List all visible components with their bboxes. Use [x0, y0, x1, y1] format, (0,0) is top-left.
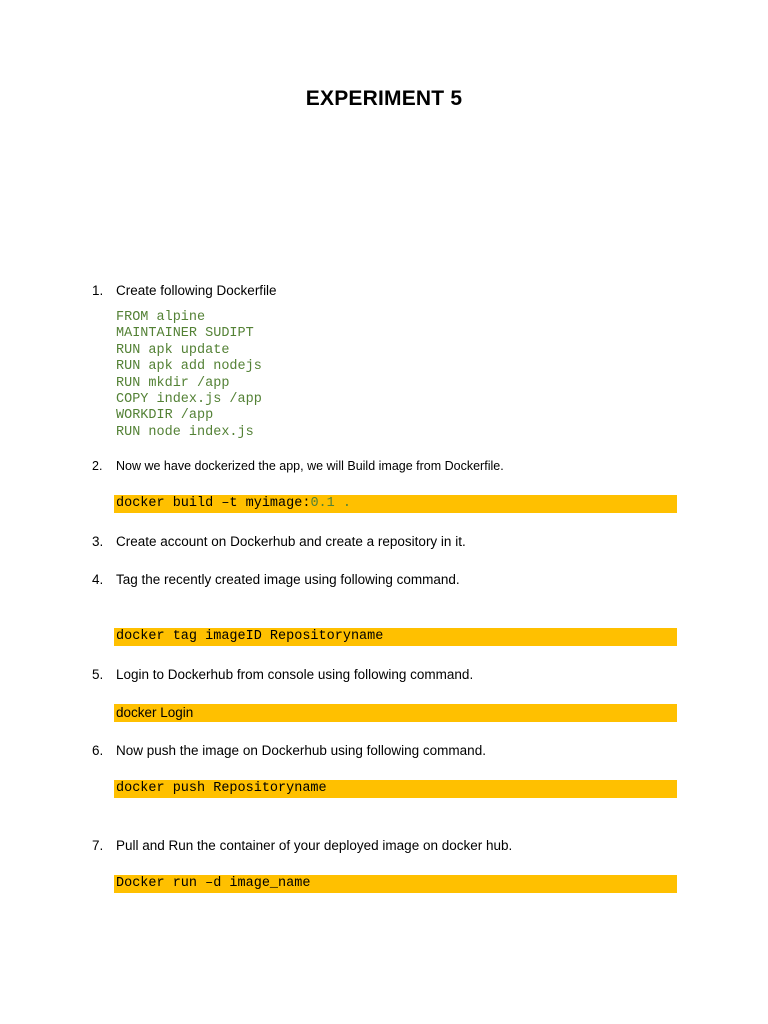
- code-line: FROM alpine: [116, 310, 206, 325]
- code-line: RUN apk add nodejs: [116, 359, 262, 375]
- code-line: RUN node index.js: [116, 424, 254, 440]
- code-line: COPY index.js /app: [116, 392, 262, 408]
- step-3: [92, 533, 466, 551]
- step-number: 3.: [92, 534, 104, 549]
- step-text: Create account on Dockerhub and create a repository in it.: [116, 534, 466, 549]
- step-1: [92, 282, 277, 300]
- step-6: [92, 742, 486, 760]
- step-text: Login to Dockerhub from console using following command.: [116, 667, 474, 682]
- step-number: 5.: [92, 667, 104, 682]
- step-7: [92, 837, 512, 855]
- step-text: Tag the recently created image using following command.: [116, 572, 460, 587]
- step-text: Now we have dockerized the app, we will Build image from Dockerfile.: [116, 459, 504, 473]
- code-line: WORKDIR /app: [116, 408, 214, 424]
- code-line: RUN apk update: [116, 342, 230, 358]
- page-title: EXPERIMENT 5: [305, 87, 463, 110]
- tag-command: docker tag imageID Repositoryname: [114, 628, 677, 646]
- step-number: 4.: [92, 572, 104, 587]
- step-number: 6.: [92, 743, 104, 758]
- step-number: 1.: [92, 283, 104, 298]
- code-line: MAINTAINER SUDIPT: [116, 326, 254, 342]
- build-command: [114, 495, 677, 513]
- login-command: docker Login: [114, 704, 677, 722]
- step-5: [92, 666, 473, 684]
- build-command-main: docker build –t myimage:: [116, 496, 311, 511]
- step-text: Now push the image on Dockerhub using following command.: [116, 743, 486, 758]
- run-command: Docker run –d image_name: [114, 875, 677, 893]
- step-4: [92, 571, 460, 589]
- step-2: [92, 457, 504, 475]
- dockerfile-code: [116, 310, 262, 441]
- build-command-tag: 0.1 .: [310, 496, 351, 511]
- step-text: Pull and Run the container of your deployed image on docker hub.: [116, 838, 513, 853]
- step-text: Create following Dockerfile: [116, 283, 277, 298]
- step-number: 7.: [92, 838, 104, 853]
- code-line: RUN mkdir /app: [116, 375, 230, 391]
- step-number: 2.: [92, 459, 103, 473]
- push-command: docker push Repositoryname: [114, 780, 677, 798]
